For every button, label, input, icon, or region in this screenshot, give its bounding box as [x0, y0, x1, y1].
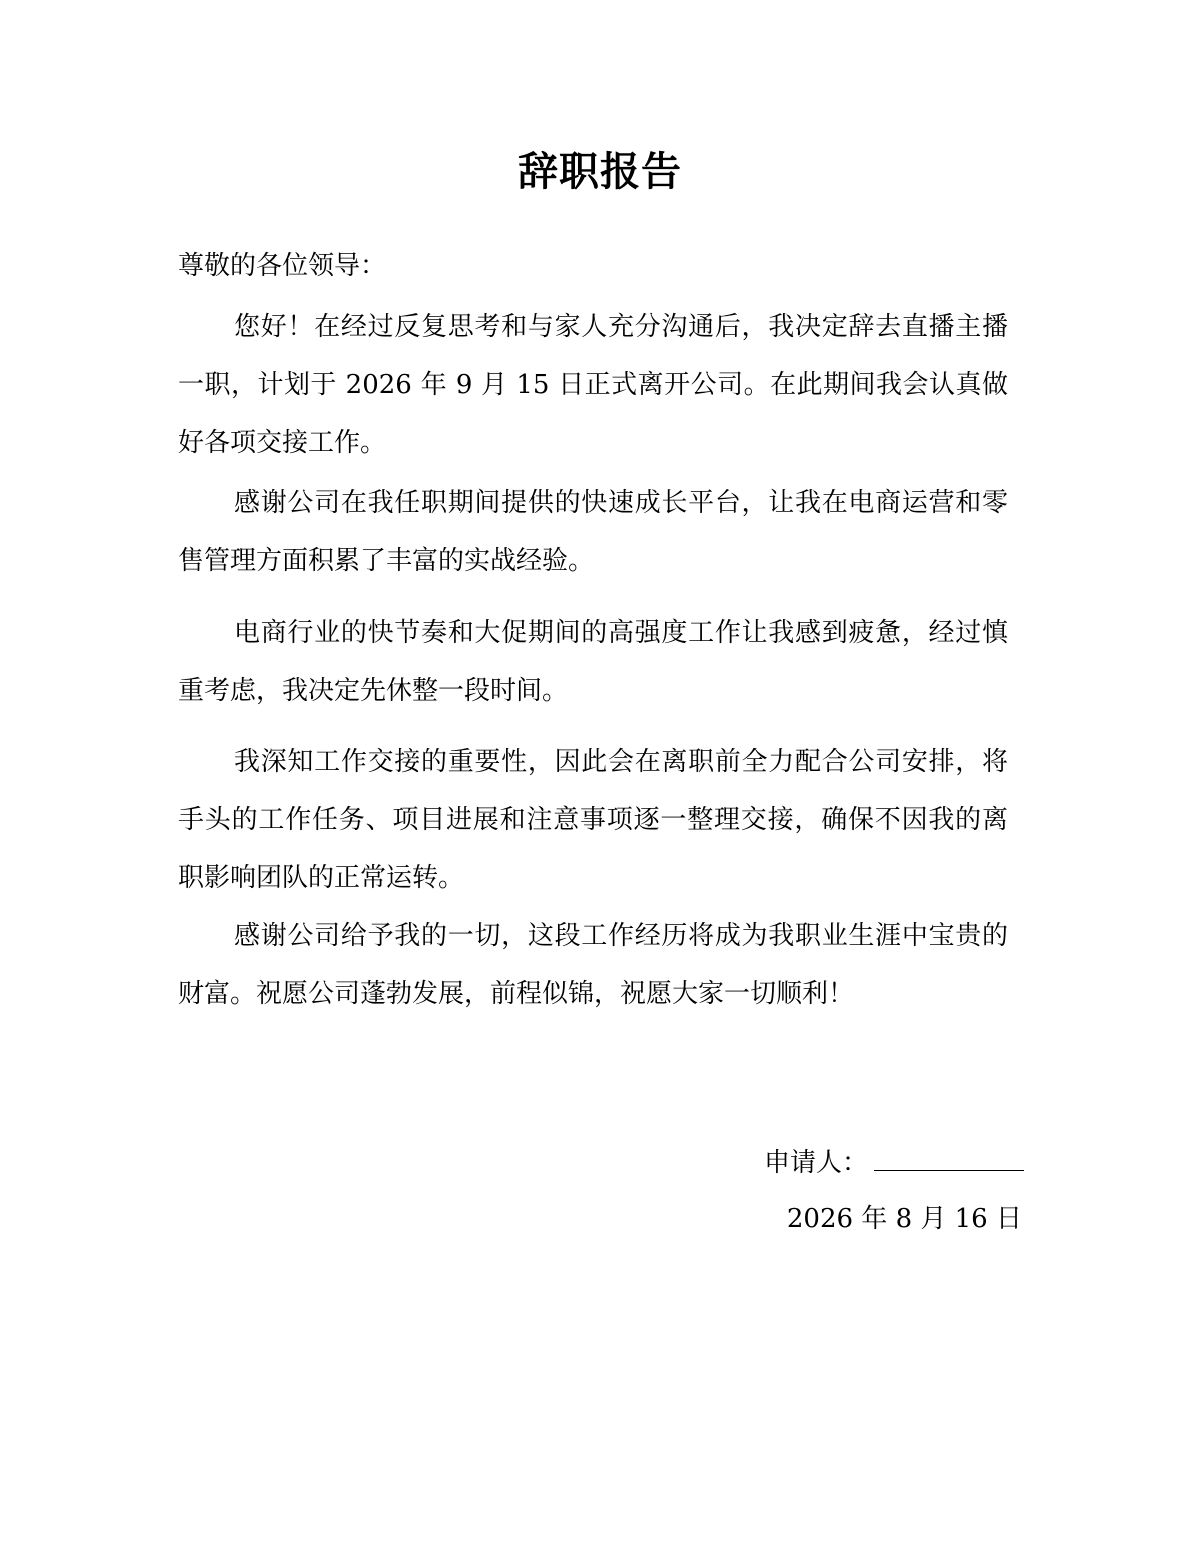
paragraph-thanks: 感谢公司在我任职期间提供的快速成长平台，让我在电商运营和零售管理方面积累了丰富的实战经验。 [178, 488, 1008, 576]
signature-block [764, 1138, 1024, 1186]
document-title: 辞职报告 [518, 149, 682, 195]
paragraph-reason: 电商行业的快节奏和大促期间的高强度工作让我感到疲惫，经过慎重考虑，我决定先休整一段时间。 [178, 618, 1008, 706]
paragraph-closing: 感谢公司给予我的一切，这段工作经历将成为我职业生涯中宝贵的财富。祝愿公司蓬勃发展，前程似锦，祝愿大家一切顺利！ [178, 921, 1008, 1009]
paragraph-intro: 您好！在经过反复思考和与家人充分沟通后，我决定辞去直播主播一职，计划于 2026 年 9 月 15 日正式离开公司。在此期间我会认真做好各项交接工作。 [178, 312, 1008, 458]
signature-line [874, 1138, 1024, 1171]
salutation: 尊敬的各位领导： [178, 251, 387, 281]
paragraph-handover: 我深知工作交接的重要性，因此会在离职前全力配合公司安排，将手头的工作任务、项目进展和注意事项逐一整理交接，确保不因我的离职影响团队的正常运转。 [178, 747, 1008, 893]
applicant-label: 申请人： [763, 1148, 868, 1178]
document-date: 2026 年 8 月 16 日 [786, 1204, 1022, 1234]
